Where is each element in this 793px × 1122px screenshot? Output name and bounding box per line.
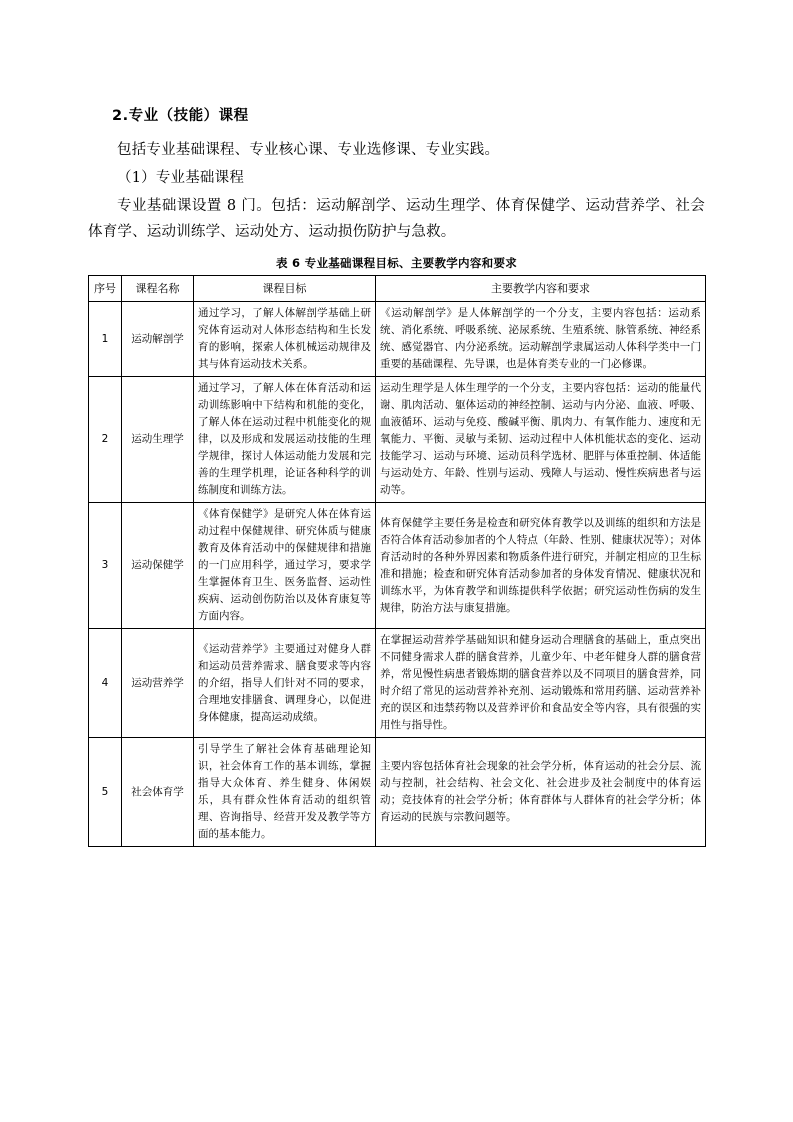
course-table — [88, 275, 706, 847]
table-row — [89, 738, 706, 847]
table-caption: 表 6 专业基础课程目标、主要教学内容和要求 — [275, 256, 518, 270]
paragraph-intro: 包括专业基础课程、专业核心课、专业选修课、专业实践。 — [117, 142, 500, 158]
cell-no: 4 — [89, 629, 122, 738]
table-row — [89, 377, 706, 503]
column-header-name: 课程名称 — [122, 276, 194, 302]
cell-course-content: 体育保健学主要任务是检查和研究体育教学以及训练的组织和方法是否符合体育活动参加者的个人特点（年龄、性别、健康状况等）；对体育活动时的各种外界因素和物质条件进行研究，并制定相应的卫生标准和措施；检查和研究体育活动参加者的身体发育情况、健康状况和训练水平，为体育教学和训练提供科学依据；研究运动性伤病的发生规律，防治方法与康复措施。 — [376, 503, 706, 629]
table-row — [89, 629, 706, 738]
cell-course-goal: 通过学习，了解人体解剖学基础上研究体育运动对人体形态结构和生长发育的影响，探索人体机械运动规律及其与体育运动技术关系。 — [194, 302, 376, 377]
cell-course-name: 运动生理学 — [122, 377, 194, 503]
section-heading: 2.专业（技能）课程 — [112, 108, 249, 124]
cell-no: 3 — [89, 503, 122, 629]
cell-course-content: 在掌握运动营养学基础知识和健身运动合理膳食的基础上，重点突出不同健身需求人群的膳食营养，儿童少年、中老年健身人群的膳食营养，常见慢性病患者锻炼期的膳食营养以及不同项目的膳食营养，同时介绍了常见的运动营养补充剂、运动锻炼和常用药膳、运动营养补充的误区和违禁药物以及营养评价和食品安全等内容，具有很强的实用性与指导性。 — [376, 629, 706, 738]
cell-course-goal: 《运动营养学》主要通过对健身人群和运动员营养需求、膳食要求等内容的介绍，指导人们针对不同的要求，合理地安排膳食、调理身心，以促进身体健康，提高运动成绩。 — [194, 629, 376, 738]
cell-course-content: 主要内容包括体育社会现象的社会学分析，体育运动的社会分层、流动与控制，社会结构、社会文化、社会进步及社会制度中的体育运动；竞技体育的社会学分析；体育群体与人群体育的社会学分析；体育运动的民族与宗教问题等。 — [376, 738, 706, 847]
table-row — [89, 503, 706, 629]
cell-no: 2 — [89, 377, 122, 503]
cell-course-name: 运动保健学 — [122, 503, 194, 629]
cell-course-goal: 《体育保健学》是研究人体在体育运动过程中保健规律、研究体质与健康教育及体育活动中的保健规律和措施的一门应用科学，通过学习，要求学生掌握体育卫生、医务监督、运动性疾病、运动创伤防治以及体育康复等方面内容。 — [194, 503, 376, 629]
column-header-goal: 课程目标 — [194, 276, 376, 302]
cell-no: 5 — [89, 738, 122, 847]
cell-course-content: 运动生理学是人体生理学的一个分支，主要内容包括：运动的能量代谢、肌肉活动、躯体运动的神经控制、运动与内分泌、血液、呼吸、血液循环、运动与免疫、酸碱平衡、肌肉力、有氧作能力、速度和无氧能力、平衡、灵敏与柔韧、运动过程中人体机能状态的变化、运动技能学习、运动与环境、运动员科学选材、肥胖与体重控制、体适能与运动处方、年龄、性别与运动、残障人与运动、慢性疾病患者与运动等。 — [376, 377, 706, 503]
cell-course-name: 社会体育学 — [122, 738, 194, 847]
table-row — [89, 302, 706, 377]
column-header-no: 序号 — [89, 276, 122, 302]
cell-course-content: 《运动解剖学》是人体解剖学的一个分支，主要内容包括：运动系统、消化系统、呼吸系统、泌尿系统、生殖系统、脉管系统、神经系统、感觉器官、内分泌系统。运动解剖学隶属运动人体科学类中一门重要的基础课程、先导课，也是体育类专业的一门必修课。 — [376, 302, 706, 377]
cell-course-name: 运动营养学 — [122, 629, 194, 738]
table-header-row — [89, 276, 706, 302]
paragraph-courses: 专业基础课设置 8 门。包括：运动解剖学、运动生理学、体育保健学、运动营养学、社会体育学、运动训练学、运动处方、运动损伤防护与急救。 — [88, 198, 705, 240]
cell-course-goal: 引导学生了解社会体育基础理论知识，社会体育工作的基本训练，掌握指导大众体育、养生健身、体闲娱乐，具有群众性体育活动的组织管理、咨询指导、经营开发及教学等方面的基本能力。 — [194, 738, 376, 847]
paragraph-subheading: （1）专业基础课程 — [117, 170, 245, 186]
cell-course-name: 运动解剖学 — [122, 302, 194, 377]
cell-no: 1 — [89, 302, 122, 377]
cell-course-goal: 通过学习，了解人体在体育活动和运动训练影响中下结构和机能的变化，了解人体在运动过程中机能变化的规律，以及形成和发展运动技能的生理学规律，探讨人体运动能力发展和完善的生理学机理，论证各种科学的训练制度和训练方法。 — [194, 377, 376, 503]
column-header-content: 主要教学内容和要求 — [376, 276, 706, 302]
